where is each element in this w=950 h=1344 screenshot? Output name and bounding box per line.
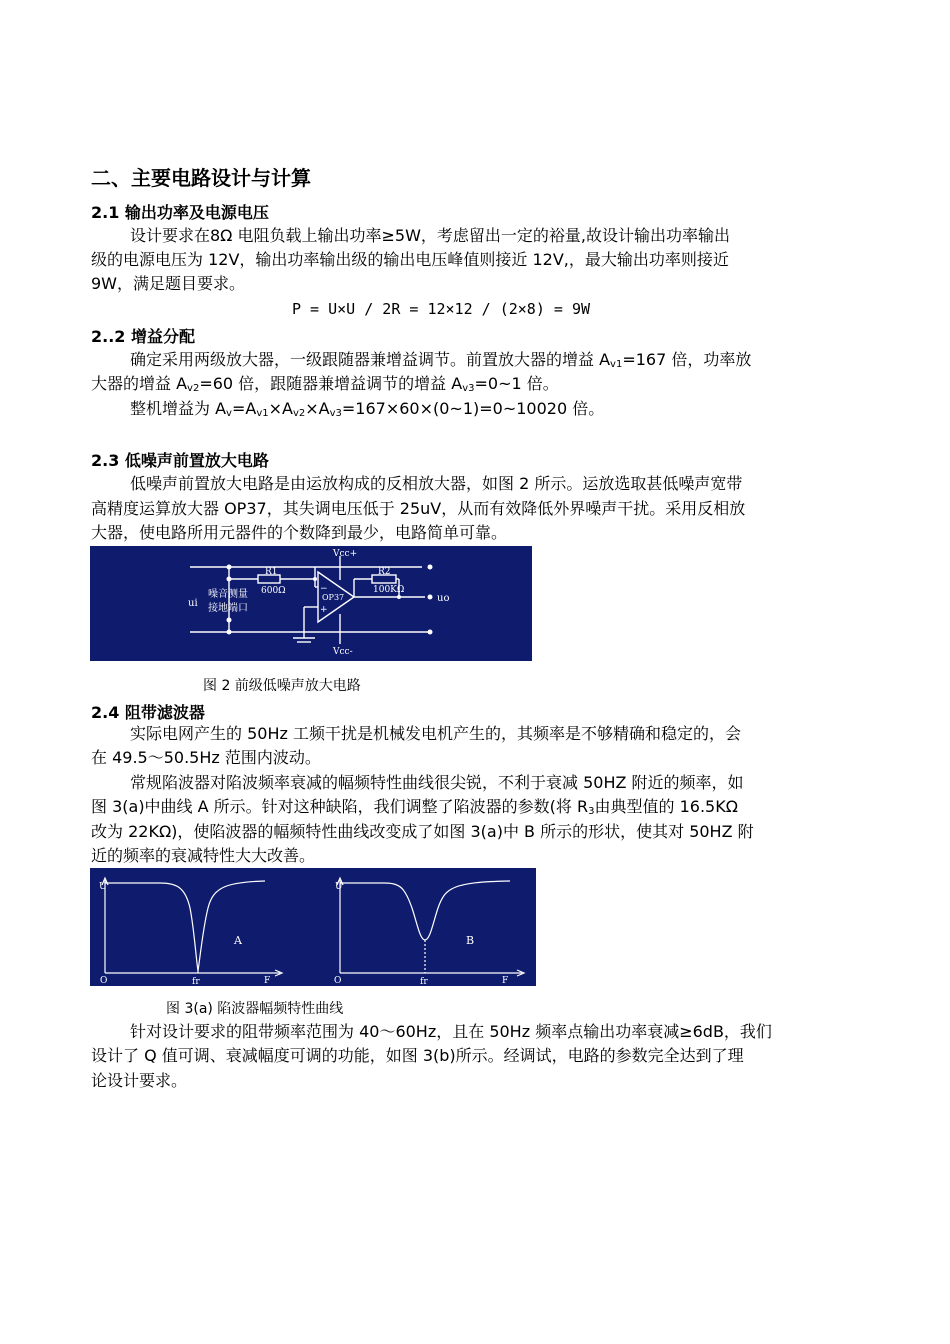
circuit-figure — [90, 546, 532, 661]
notch-response-diagram — [90, 868, 536, 986]
r2-label: R2 — [378, 567, 391, 577]
paragraph-line: 低噪声前置放大电路是由运放构成的反相放大器，如图 2 所示。运放选取甚低噪声宽带 — [130, 474, 743, 493]
output-label: uo — [437, 593, 450, 604]
input-label: ui — [188, 598, 198, 609]
right-f-label: F — [502, 976, 509, 986]
left-origin-label: O — [100, 976, 108, 986]
paragraph-line: 近的频率的衰减特性大大改善。 — [91, 846, 316, 865]
paragraph-line: 在 49.5～50.5Hz 范围内波动。 — [91, 748, 321, 767]
opamp-minus: − — [320, 584, 328, 594]
left-fr-label: fr — [192, 977, 200, 986]
heading-2-4: 2.4 阻带滤波器 — [91, 703, 205, 722]
paragraph-line: 设计要求在8Ω 电阻负载上输出功率≥5W，考虑留出一定的裕量,故设计输出功率输出 — [130, 226, 730, 245]
left-u-label: U — [99, 882, 107, 892]
right-origin-label: O — [334, 976, 342, 986]
notch-figure — [90, 868, 536, 986]
vcc-minus-label: Vcc- — [333, 647, 353, 657]
r2-value: 100KΩ — [373, 585, 405, 595]
curve-b — [340, 881, 510, 940]
port-label-2: 接地端口 — [208, 603, 248, 614]
r1-label: R1 — [265, 567, 278, 577]
curve-a-label: A — [234, 934, 242, 947]
figure-3a-caption: 图 3(a) 陷波器幅频特性曲线 — [166, 1001, 344, 1017]
circuit-diagram — [90, 546, 532, 661]
paragraph-line: 大器的增益 $A_{v2}=60$ 倍，跟随器兼增益调节的增益 $A_{v3}=0\sim 1$ 倍。 — [91, 374, 559, 394]
port-label-1: 噪音测量 — [208, 589, 248, 600]
curve-b-label: B — [466, 934, 475, 947]
paragraph-line: 整机增益为 $A_v=A_{v1}\times A_{v2}\times A_{v3}=167\times 60\times(0\sim 1)=0\sim 10020$ 倍。 — [130, 399, 605, 419]
section-title: 二、主要电路设计与计算 — [91, 166, 311, 190]
paragraph-line: 设计了 Q 值可调、衰减幅度可调的功能，如图 3(b)所示。经调试，电路的参数完全达到了理 — [91, 1046, 744, 1065]
paragraph-line: 实际电网产生的 50Hz 工频干扰是机械发电机产生的，其频率是不够精确和稳定的，会 — [130, 724, 741, 743]
paragraph-line: 常规陷波器对陷波频率衰减的幅频特性曲线很尖锐，不利于衰减 50HZ 附近的频率，如 — [130, 773, 744, 792]
heading-2-3: 2.3 低噪声前置放大电路 — [91, 451, 269, 470]
r1-value: 600Ω — [261, 586, 286, 596]
paragraph-line: 确定采用两级放大器，一级跟随器兼增益调节。前置放大器的增益 $A_{v1}=167$ 倍，功率放 — [130, 350, 752, 370]
right-fr-label: fr — [420, 977, 428, 986]
vcc-plus-label: Vcc+ — [333, 549, 358, 559]
paragraph-line: 级的电源电压为 12V，输出功率输出级的输出电压峰值则接近 12V,，最大输出功率则接近 — [91, 250, 729, 269]
right-u-label: U — [335, 882, 343, 892]
paragraph-line: 图 3(a)中曲线 A 所示。针对这种缺陷，我们调整了陷波器的参数(将 $R_3$由典型值的 16.5KΩ — [91, 797, 738, 817]
paragraph-line: 9W，满足题目要求。 — [91, 274, 246, 293]
opamp-label: OP37 — [322, 593, 345, 602]
heading-2-1: 2.1 输出功率及电源电压 — [91, 203, 269, 222]
paragraph-line: 针对设计要求的阻带频率范围为 40～60Hz，且在 50Hz 频率点输出功率衰减≥6dB，我们 — [130, 1022, 772, 1041]
figure-2-caption: 图 2 前级低噪声放大电路 — [203, 678, 361, 694]
opamp-plus: + — [320, 605, 328, 615]
paragraph-line: 论设计要求。 — [91, 1071, 188, 1090]
power-formula: P = U×U / 2R = 12×12 / (2×8) = 9W — [292, 300, 591, 318]
paragraph-line: 高精度运算放大器 OP37，其失调电压低于 25uV，从而有效降低外界噪声干扰。采用反相放 — [91, 499, 746, 518]
paragraph-line: 改为 22KΩ)，使陷波器的幅频特性曲线改变成了如图 3(a)中 B 所示的形状，使其对 50HZ 附 — [91, 822, 754, 841]
left-f-label: F — [264, 976, 271, 986]
heading-2-2: 2..2 增益分配 — [91, 327, 195, 346]
paragraph-line: 大器，使电路所用元器件的个数降到最少，电路简单可靠。 — [91, 523, 508, 542]
curve-a — [105, 881, 265, 971]
